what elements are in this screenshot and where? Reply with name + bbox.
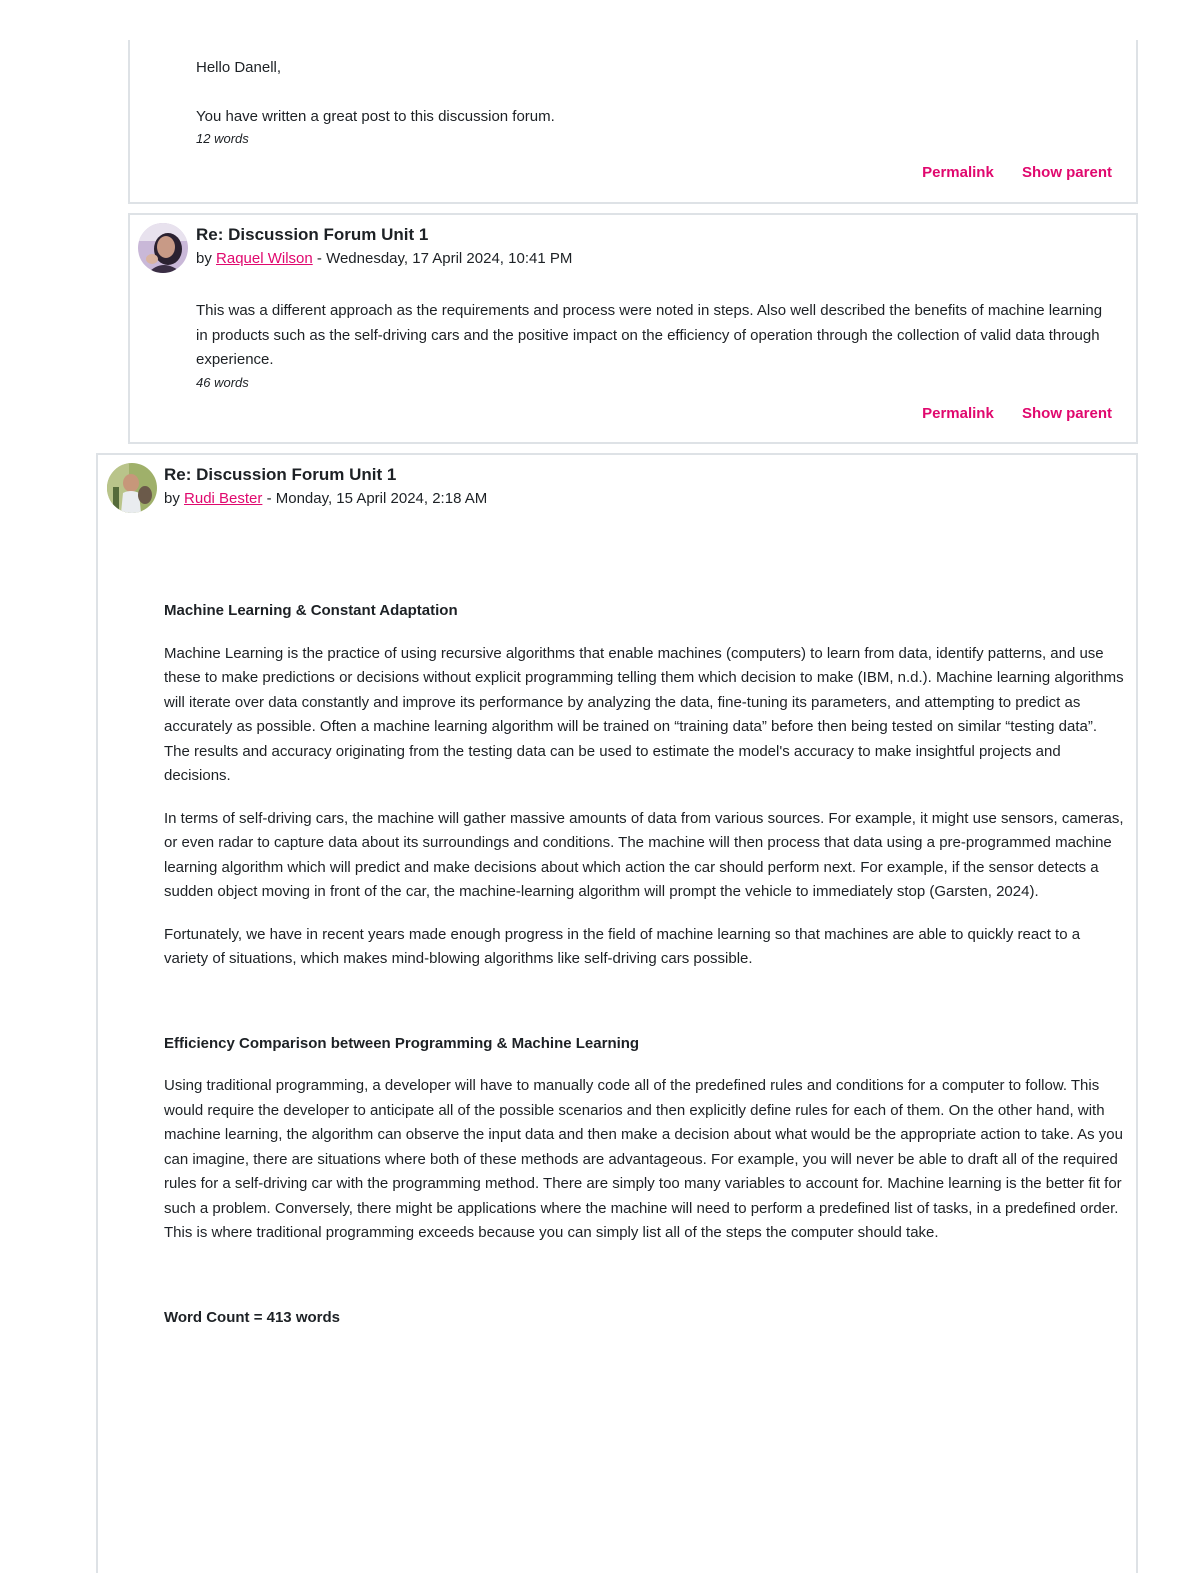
author-link[interactable]: Rudi Bester bbox=[184, 490, 263, 507]
paragraph: Machine Learning is the practice of using recursive algorithms that enable machines (computers) to learn from data, identify patterns, and use these to make predictions or decisions without explicit programming telling them which decision to make (IBM, n.d.). Machine learning algorithms will iterate over data constantly and improve its performance by analyzing the data, fine-tuning its parameters, and attempting to predict as accurately as possible. Often a machine learning algorithm will be trained on “training data” before then being tested on similar “testing data”. The results and accuracy originating from the testing data can be used to estimate the model's accuracy to make insightful projects and decisions. bbox=[164, 644, 1124, 784]
word-count: 12 words bbox=[196, 131, 249, 146]
post-subject: Re: Discussion Forum Unit 1 bbox=[196, 225, 429, 244]
post-commands bbox=[898, 164, 1112, 181]
post-byline bbox=[164, 490, 487, 507]
author-link[interactable]: Raquel Wilson bbox=[216, 250, 313, 267]
avatar[interactable] bbox=[138, 223, 188, 273]
post-greeting: Hello Danell, bbox=[196, 59, 282, 76]
section-heading: Efficiency Comparison between Programming & Machine Learning bbox=[164, 1034, 640, 1052]
word-count: 46 words bbox=[196, 374, 249, 390]
permalink-link[interactable]: Permalink bbox=[922, 164, 994, 181]
post-date: - Monday, 15 April 2024, 2:18 AM bbox=[266, 490, 488, 507]
post-content bbox=[196, 299, 1116, 393]
post-commands bbox=[898, 405, 1112, 422]
post-body: This was a different approach as the requirements and process were noted in steps. Also well described the benefits of machine learning in products such as the self-driving cars and the positive impact on the efficiency of operation through the collection of valid data through experience. bbox=[196, 302, 1103, 368]
paragraph: Fortunately, we have in recent years made enough progress in the field of machine learning so that machines are able to quickly react to a variety of situations, which makes mind-blowing algorithms like self-driving cars possible. bbox=[164, 925, 1081, 967]
post-body: You have written a great post to this discussion forum. bbox=[196, 107, 555, 125]
post-byline bbox=[196, 250, 572, 267]
paragraph: In terms of self-driving cars, the machine will gather massive amounts of data from various sources. For example, it might use sensors, cameras, or even radar to capture data about its surroundings and conditions. The machine will then process that data using a pre-programmed machine learning algorithm which will predict and make decisions about which action the car should perform next. For example, if the sensor detects a sudden object moving in front of the car, the machine-learning algorithm will prompt the vehicle to immediately stop (Garsten, 2024). bbox=[164, 809, 1124, 900]
post-content bbox=[196, 56, 1116, 149]
by-label: by bbox=[164, 490, 180, 507]
post-subject: Re: Discussion Forum Unit 1 bbox=[164, 465, 397, 484]
show-parent-link[interactable]: Show parent bbox=[1021, 164, 1112, 181]
section-heading: Machine Learning & Constant Adaptation bbox=[164, 602, 458, 619]
word-count-line: Word Count = 413 words bbox=[164, 1308, 340, 1326]
show-parent-link[interactable]: Show parent bbox=[1021, 405, 1112, 422]
forum-post bbox=[128, 40, 1138, 204]
post-content bbox=[164, 599, 1126, 1330]
forum-post bbox=[96, 453, 1138, 1573]
permalink-link[interactable]: Permalink bbox=[922, 405, 994, 422]
forum-post bbox=[128, 213, 1138, 444]
avatar[interactable] bbox=[107, 463, 157, 513]
by-label: by bbox=[196, 250, 212, 267]
post-date: - Wednesday, 17 April 2024, 10:41 PM bbox=[316, 250, 573, 267]
paragraph: Using traditional programming, a developer will have to manually code all of the predefined rules and conditions for a computer to follow. This would require the developer to anticipate all of the possible scenarios and then explicitly define rules for each of them. On the other hand, with machine learning, the algorithm can observe the input data and then make a decision about what would be the appropriate action to take. As you can imagine, there are situations where both of these methods are advantageous. For example, you will never be able to draft all of the required rules for a self-driving car with the programming method. There are simply too many variables to account for. Machine learning is the better fit for such a problem. Conversely, there might be applications where the machine will need to perform a predefined list of tasks, in a predefined order. This is where traditional programming exceeds because you can simply list all of the steps the computer should take. bbox=[164, 1077, 1123, 1241]
